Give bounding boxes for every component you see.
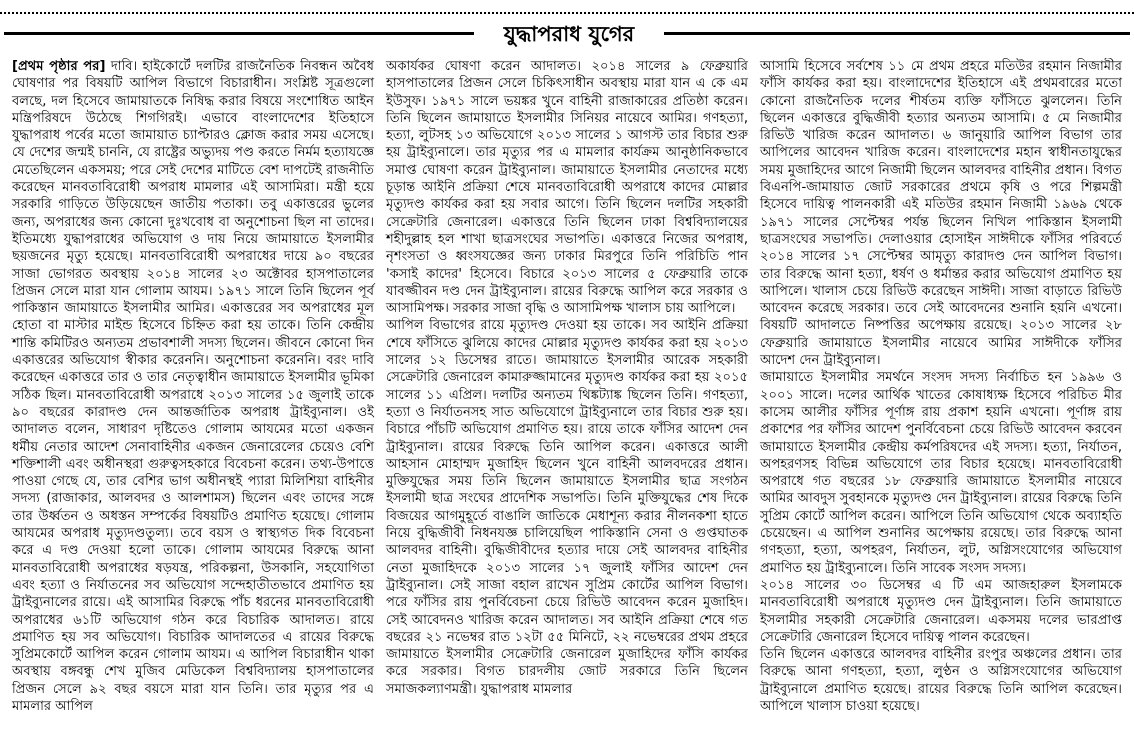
top-page-strip [0,0,1134,14]
article-headline: যুদ্ধাপরাধ যুগের [503,22,635,46]
article-paragraph: তিনি ছিলেন একাত্তরে আলবদর বাহিনীর রংপুর অঞ্চলের প্রধান। তার বিরুদ্ধে আনা গণহত্যা, হত্যা, লুণ্ঠন ও অগ্নিসংযোগের অভিযোগ ট্রাইব্যুনালে প্রমাণিত হয়েছে। রায়ের বিরুদ্ধে তিনি আপিল করেছেন। আপিলে খালাস চাওয়া হয়েছে। [760,647,1122,714]
headline-bar [0,18,1134,50]
article-paragraph: অকার্যকর ঘোষণা করেন আদালত। ২০১৪ সালের ৯ ফেব্রুয়ারি হাসপাতালের প্রিজন সেলে চিকিৎসাধীন অবস্থায় মারা যান এ কে এম ইউসুফ। ১৯৭১ সালে ভয়ঙ্কর খুনে বাহিনী রাজাকারের প্রতিষ্ঠা করেন। তিনি ছিলেন জামায়াতে ইসলামীর সিনিয়র নায়েবে আমির। গণহত্যা, হত্যা, লুটসহ ১৩ অভিযোগে ২০১৩ সালের ১ আগস্ট তার বিচার শুরু হয় ট্রাইব্যুনালে। তার মৃত্যুর পর এ মামলার কার্যক্রম আনুষ্ঠানিকভাবে সমাপ্ত ঘোষণা করেন ট্রাইব্যুনাল। জামায়াতে ইসলামীর নেতাদের মধ্যে চূড়ান্ত আইনি প্রক্রিয়া শেষে মানবতাবিরোধী অপরাধে কাদের মোল্লার মৃত্যুদণ্ড কার্যকর করা হয় সবার আগে। তিনি ছিলেন দলটির সহকারী সেক্রেটারি জেনারেল। একাত্তরে তিনি ছিলেন ঢাকা বিশ্ববিদ্যালয়ের শহীদুল্লাহ হল শাখা ছাত্রসংঘের সভাপতি। একাত্তরে নিজের অপরাধ, নৃশংসতা ও ধ্বংসযজ্ঞের জন্য ঢাকার মিরপুরে তিনি পরিচিতি পান 'কসাই কাদের' হিসেবে। বিচারে ২০১৩ সালের ৫ ফেব্রুয়ারি তাকে যাবজ্জীবন দণ্ড দেন ট্রাইব্যুনাল। রায়ের বিরুদ্ধে আপিল করে সরকার ও আসামিপক্ষ। সরকার সাজা বৃদ্ধি ও আসামিপক্ষ খালাস চায় আপিলে। [386,59,748,317]
article-column-2 [380,58,754,744]
article-body [6,58,1130,744]
headline-rule-right [664,32,1130,35]
article-column-1 [6,58,380,744]
article-paragraph [12,58,374,715]
article-paragraph: আপিল বিভাগের রায়ে মৃত্যুদণ্ড দেওয়া হয় তাকে। সব আইনি প্রক্রিয়া শেষে ফাঁসিতে ঝুলিয়ে কাদের মোল্লার মৃত্যুদণ্ড কার্যকর করা হয় ২০১৩ সালের ১২ ডিসেম্বর রাতে। জামায়াতে ইসলামীর আরেক সহকারী সেক্রেটারি জেনারেল কামারুজ্জামানের মৃত্যুদণ্ড কার্যকর করা হয় ২০১৫ সালের ১১ এপ্রিল। দলটির অন্যতম থিঙ্কট্যাঙ্ক ছিলেন তিনি। গণহত্যা, হত্যা ও নির্যাতনসহ সাত অভিযোগে ট্রাইব্যুনালে তার বিচার শুরু হয়। বিচারে পাঁচটি অভিযোগ প্রমাণিত হয়। রায়ে তাকে ফাঁসির আদেশ দেন ট্রাইব্যুনাল। রায়ের বিরুদ্ধে তিনি আপিল করেন। একাত্তরে আলী আহসান মোহাম্মদ মুজাহিদ ছিলেন খুনে বাহিনী আলবদরের প্রধান। মুক্তিযুদ্ধের সময় তিনি ছিলেন জামায়াতে ইসলামীর ছাত্র সংগঠন ইসলামী ছাত্র সংঘের প্রাদেশিক সভাপতি। তিনি মুক্তিযুদ্ধের শেষ দিকে বিজয়ের আগমুহূর্তে বাঙালি জাতিকে মেধাশূন্য করার নীলনকশা হাতে নিয়ে বুদ্ধিজীবী নিধনযজ্ঞ চালিয়েছিল পাকিস্তানি সেনা ও গুপ্তঘাতক আলবদর বাহিনী। বুদ্ধিজীবীদের হত্যার দায়ে সেই আলবদর বাহিনীর নেতা মুজাহিদকে ২০১৩ সালের ১৭ জুলাই ফাঁসির আদেশ দেন ট্রাইব্যুনাল। সেই সাজা বহাল রাখেন সুপ্রিম কোর্টের আপিল বিভাগ। পরে ফাঁসির রায় পুনর্বিবেচনা চেয়ে রিভিউ আবেদন করেন মুজাহিদ। সেই আবেদনও খারিজ করেন আদালত। সব আইনি প্রক্রিয়া শেষে গত বছরের ২১ নভেম্বর রাত ১২টা ৫৫ মিনিটে, ২২ নভেম্বরের প্রথম প্রহরে জামায়াতে ইসলামীর সেক্রেটারি জেনারেল মুজাহিদের ফাঁসি কার্যকর করে সরকার। বিগত চারদলীয় জোট সরকারে তিনি ছিলেন সমাজকল্যাণমন্ত্রী। যুদ্ধাপরাধ মামলার [386,318,748,697]
article-paragraph: জামায়াতে ইসলামীর সমর্থনে সংসদ সদস্য নির্বাচিত হন ১৯৯৬ ও ২০০১ সালে। দলের আর্থিক খাতের কোষাধ্যক্ষ হিসেবে পরিচিত মীর কাসেম আলীর ফাঁসির পূর্ণাঙ্গ রায় প্রকাশ হয়নি এখনো। পূর্ণাঙ্গ রায় প্রকাশের পর ফাঁসির আদেশ পুনর্বিবেচনা চেয়ে রিভিউ আবেদন করবেন জামায়াতে ইসলামীর কেন্দ্রীয় কর্মপরিষদের এই সদস্য। হত্যা, নির্যাতন, অপহরণসহ বিভিন্ন অভিযোগে তার বিচার হয়েছে। মানবতাবিরোধী অপরাধে গত বছরের ১৮ ফেব্রুয়ারি জামায়াতে ইসলামীর নায়েবে আমির আবদুস সুবহানকে মৃত্যুদণ্ড দেন ট্রাইব্যুনাল। রায়ের বিরুদ্ধে তিনি সুপ্রিম কোর্টে আপিল করেন। আপিলে তিনি অভিযোগ থেকে অব্যাহতি চেয়েছেন। এ আপিল শুনানির অপেক্ষায় রয়েছে। তার বিরুদ্ধে আনা গণহত্যা, হত্যা, অপহরণ, নির্যাতন, লুট, অগ্নিসংযোগের অভিযোগ প্রমাণিত হয় ট্রাইব্যুনালে। তিনি সাবেক সংসদ সদস্য। [760,370,1122,576]
article-paragraph: ২০১৪ সালের ৩০ ডিসেম্বর এ টি এম আজহারুল ইসলামকে মানবতাবিরোধী অপরাধে মৃত্যুদণ্ড দেন ট্রাইব্যুনাল। তিনি জামায়াতে ইসলামীর সহকারী সেক্রেটারি জেনারেল। একসময় দলের ভারপ্রাপ্ত সেক্রেটারি জেনারেল হিসেবে দায়িত্ব পালন করেছেন। [760,577,1122,645]
article-column-3 [754,58,1128,744]
continued-from-front-page-label: [প্রথম পৃষ্ঠার পর] [12,59,106,74]
article-paragraph: আসামি হিসেবে সর্বশেষ ১১ মে প্রথম প্রহরে মতিউর রহমান নিজামীর ফাঁসি কার্যকর করা হয়। বাংলাদেশের ইতিহাসে এই প্রথমবারের মতো কোনো রাজনৈতিক দলের শীর্ষতম ব্যক্তি ফাঁসিতে ঝুললেন। তিনি ছিলেন একাত্তরে বুদ্ধিজীবী হত্যার অন্যতম আসামি। ৫ মে নিজামীর রিভিউ খারিজ করেন আদালত। ৬ জানুয়ারি আপিল বিভাগ তার আপিলের আবেদন খারিজ করেন। বাংলাদেশের মহান স্বাধীনতাযুদ্ধের সময় মুজাহিদের আগে নিজামী ছিলেন আলবদর বাহিনীর প্রধান। বিগত বিএনপি-জামায়াত জোট সরকারের প্রথমে কৃষি ও পরে শিল্পমন্ত্রী হিসেবে দায়িত্ব পালনকারী এই মতিউর রহমান নিজামী ১৯৬৯ থেকে ১৯৭১ সালের সেপ্টেম্বর পর্যন্ত ছিলেন নিখিল পাকিস্তান ইসলামী ছাত্রসংঘের সভাপতি। দেলাওয়ার হোসাইন সাঈদীকে ফাঁসির পরিবর্তে ২০১৪ সালের ১৭ সেপ্টেম্বর আমৃত্যু কারাদণ্ড দেন আপিল বিভাগ। তার বিরুদ্ধে আনা হত্যা, ধর্ষণ ও ধর্মান্তর করার অভিযোগ প্রমাণিত হয় আপিলে। খালাস চেয়ে রিভিউ করেছেন সাঈদী। সাজা বাড়াতে রিভিউ আবেদন করেছে সরকার। তবে সেই আবেদনের শুনানি হয়নি এখনো। বিষয়টি আদালতে নিষ্পত্তির অপেক্ষায় রয়েছে। ২০১৩ সালের ২৮ ফেব্রুয়ারি জামায়াতে ইসলামীর নায়েবে আমির সাঈদীকে ফাঁসির আদেশ দেন ট্রাইব্যুনাল। [760,59,1122,369]
headline-rule-left [4,32,474,35]
paragraph-text: দাবি। হাইকোর্টে দলটির রাজনৈতিক নিবন্ধন অবৈধ ঘোষণার পর বিষয়টি আপিল বিভাগে বিচারাধীন। সংশ্লিষ্ট সূত্রগুলো বলছে, দল হিসেবে জামায়াতকে নিষিদ্ধ করার বিষয়ে সংশোধিত আইন মন্ত্রিপরিষদে উঠেছে শিগগিরই। এভাবে বাংলাদেশের ইতিহাসে যুদ্ধাপরাধ পর্বের মতো জামায়াত চ্যাপ্টারও ক্লোজ করার সময় এসেছে। যে দেশের জন্মই চাননি, যে রাষ্ট্রের অভ্যুদয় পণ্ড করতে নির্মম হত্যাযজ্ঞে মেতেছিলেন একসময়; পরে সেই দেশের মাটিতে বেশ দাপটেই রাজনীতি করেছেন মানবতাবিরোধী অপরাধ মামলার এই আসামিরা। মন্ত্রী হয়ে সরকারি গাড়িতে উড়িয়েছেন জাতীয় পতাকা। তবু একাত্তরের ভুলের জন্য, অপরাধের জন্য কোনো দুঃখবোধ বা অনুশোচনা ছিল না তাদের। ইতিমধ্যে যুদ্ধাপরাধের অভিযোগ ও দায় নিয়ে জামায়াতে ইসলামীর ছয়জনের মৃত্যু হয়েছে। মানবতাবিরোধী অপরাধের দায়ে ৯০ বছরের সাজা ভোগরত অবস্থায় ২০১৪ সালের ২৩ অক্টোবর হাসপাতালের প্রিজন সেলে মারা যান গোলাম আযম। ১৯৭১ সালে তিনি ছিলেন পূর্ব পাকিস্তান জামায়াতে ইসলামীর আমির। একাত্তরের সব অপরাধের মূল হোতা বা মাস্টার মাইন্ড হিসেবে চিহ্নিত করা হয় তাকে। তিনি কেন্দ্রীয় শান্তি কমিটিরও অন্যতম প্রভাবশালী সদস্য ছিলেন। জীবনে কোনো দিন একাত্তরের অভিযোগ স্বীকার করেননি। অনুশোচনা করেননি। বরং দাবি করেছেন একাত্তরে তার ও তার নেতৃত্বাধীন জামায়াতে ইসলামীর ভূমিকা সঠিক ছিল। মানবতাবিরোধী অপরাধে ২০১৩ সালের ১৫ জুলাই তাকে ৯০ বছরের কারাদণ্ড দেন আন্তর্জাতিক অপরাধ ট্রাইব্যুনাল। ওই আদালত বলেন, সাধারণ দৃষ্টিতেও গোলাম আযমের মতো একজন ধর্মীয় নেতার আদেশ সেনাবাহিনীর একজন জেনারেলের চেয়েও বেশি শক্তিশালী এবং অধীনস্থরা গুরুত্বসহকারে বিবেচনা করেন। তথ্য-উপাত্তে পাওয়া গেছে যে, তার বেশির ভাগ অধীনস্থই প্যারা মিলিশিয়া বাহিনীর সদস্য (রাজাকার, আলবদর ও আলশামস) ছিলেন এবং তাদের সঙ্গে তার উর্ধ্বতন ও অধস্তন সম্পর্কের বিষয়টিও প্রমাণিত হয়েছে। গোলাম আযমের অপরাধ মৃত্যুদণ্ডতুল্য। তবে বয়স ও স্বাস্থ্যগত দিক বিবেচনা করে এ দণ্ড দেওয়া হলো তাকে। গোলাম আযমের বিরুদ্ধে আনা মানবতাবিরোধী অপরাধের ষড়যন্ত্র, পরিকল্পনা, উসকানি, সহযোগিতা এবং হত্যা ও নির্যাতনের সব অভিযোগ সন্দেহাতীতভাবে প্রমাণিত হয় ট্রাইব্যুনালের রায়ে। এই আসামির বিরুদ্ধে পাঁচ ধরনের মানবতাবিরোধী অপরাধের ৬১টি অভিযোগ গঠন করে বিচারিক আদালত। রায়ে প্রমাণিত হয় সব অভিযোগ। বিচারিক আদালতের এ রায়ের বিরুদ্ধে সুপ্রিমকোর্টে আপিল করেন গোলাম আযম। এ আপিল বিচারাধীন থাকা অবস্থায় বঙ্গবন্ধু শেখ মুজিব মেডিকেল বিশ্ববিদ্যালয় হাসপাতালের প্রিজন সেলে ৯২ বছর বয়সে মারা যান তিনি। তার মৃত্যুর পর এ মামলার আপিল [12,59,374,714]
